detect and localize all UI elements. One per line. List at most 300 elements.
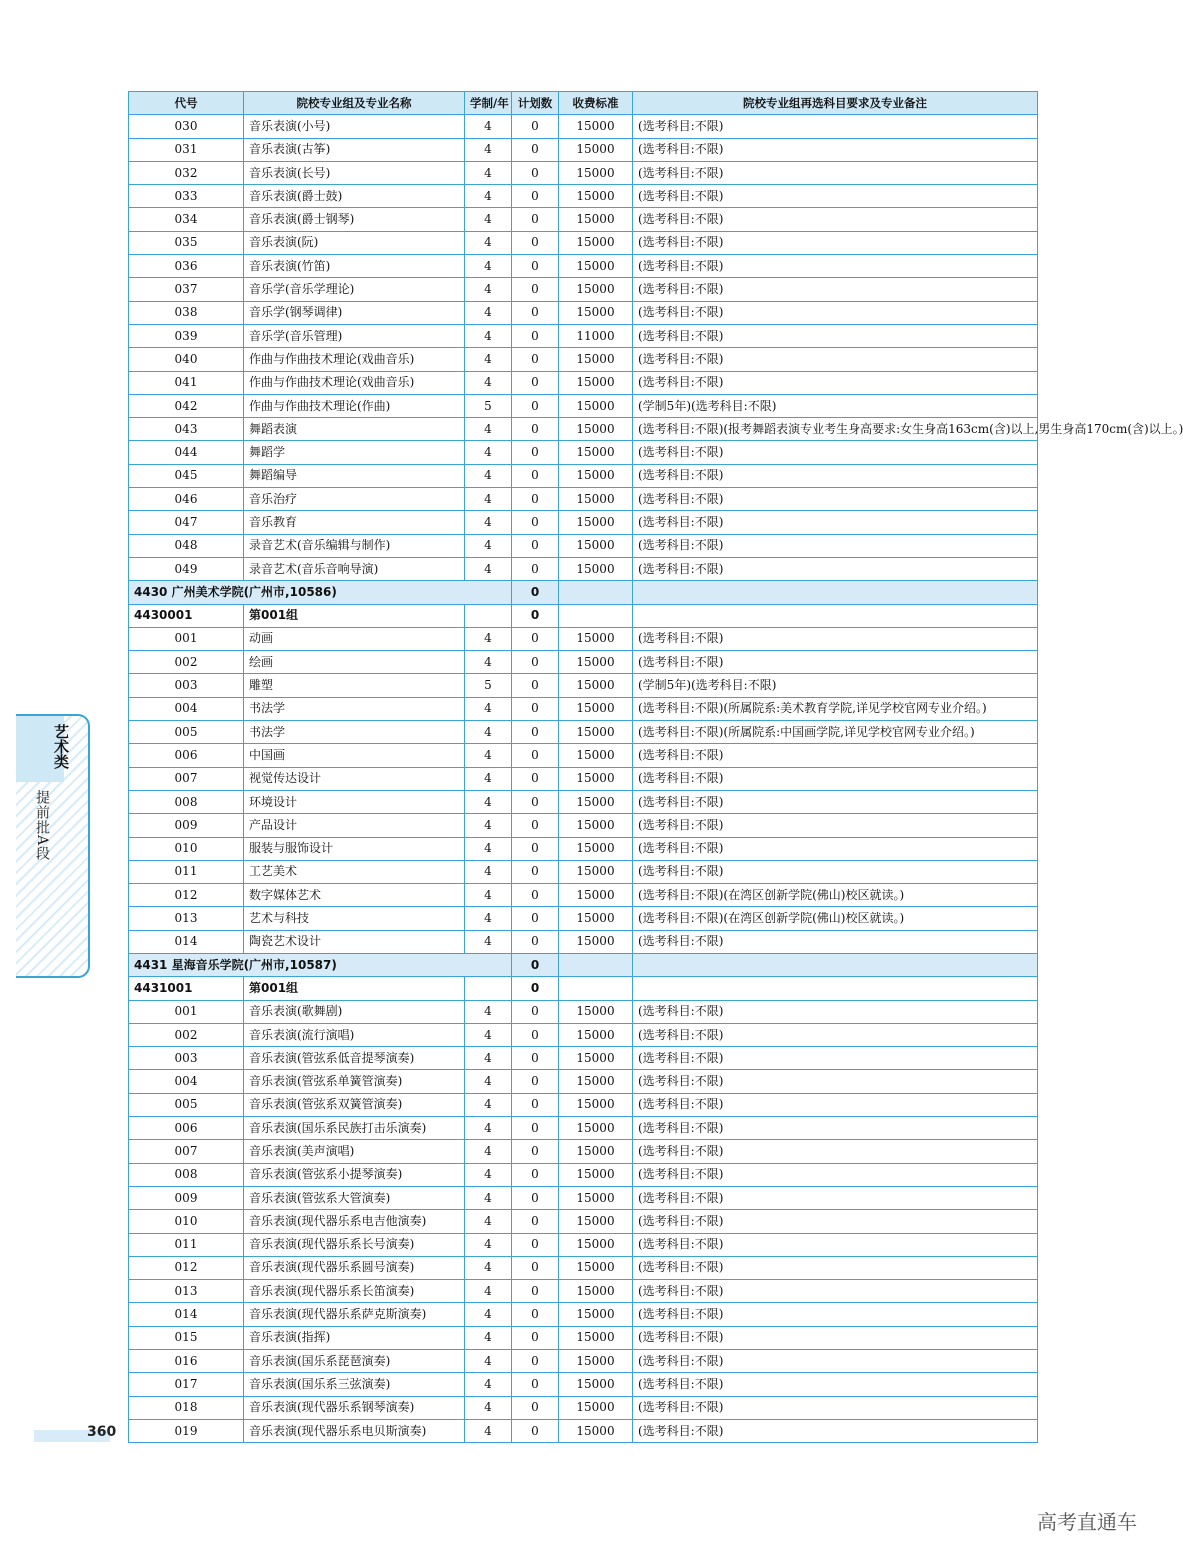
major-row <box>129 301 1038 324</box>
major-row <box>129 930 1038 953</box>
section-side-tab <box>16 714 90 978</box>
major-row <box>129 464 1038 487</box>
major-fee: 15000 <box>559 907 633 930</box>
major-note: (选考科目:不限) <box>633 231 1038 254</box>
major-code: 036 <box>129 255 244 278</box>
major-code: 031 <box>129 138 244 161</box>
major-name: 音乐表演(管弦系单簧管演奏) <box>244 1070 465 1093</box>
major-code: 015 <box>129 1326 244 1349</box>
side-tab-category: 艺术类 <box>52 724 70 769</box>
major-row <box>129 1000 1038 1023</box>
major-row <box>129 488 1038 511</box>
major-years: 4 <box>465 1140 512 1163</box>
school-label: 4430 广州美术学院(广州市,10586) <box>129 581 512 604</box>
group-note-empty <box>633 604 1038 627</box>
major-years: 4 <box>465 1023 512 1046</box>
major-name: 音乐表演(现代器乐系电贝斯演奏) <box>244 1419 465 1442</box>
school-row <box>129 953 1038 976</box>
major-note: (选考科目:不限) <box>633 1186 1038 1209</box>
major-years: 4 <box>465 697 512 720</box>
major-fee: 15000 <box>559 1117 633 1140</box>
major-plan: 0 <box>512 1117 559 1140</box>
major-fee: 15000 <box>559 557 633 580</box>
major-fee: 15000 <box>559 1303 633 1326</box>
major-row <box>129 557 1038 580</box>
major-note: (选考科目:不限)(报考舞蹈表演专业考生身高要求:女生身高163cm(含)以上,男生身高170cm(含)以上。) <box>633 418 1038 441</box>
major-code: 014 <box>129 930 244 953</box>
major-years: 4 <box>465 371 512 394</box>
major-fee: 15000 <box>559 884 633 907</box>
major-plan: 0 <box>512 837 559 860</box>
major-code: 007 <box>129 1140 244 1163</box>
major-fee: 15000 <box>559 1000 633 1023</box>
major-row <box>129 1210 1038 1233</box>
major-row <box>129 1093 1038 1116</box>
major-fee: 15000 <box>559 1233 633 1256</box>
major-fee: 15000 <box>559 511 633 534</box>
major-name: 音乐表演(国乐系琵琶演奏) <box>244 1350 465 1373</box>
major-note: (选考科目:不限) <box>633 348 1038 371</box>
major-name: 作曲与作曲技术理论(戏曲音乐) <box>244 371 465 394</box>
major-code: 035 <box>129 231 244 254</box>
major-note: (选考科目:不限) <box>633 627 1038 650</box>
major-plan: 0 <box>512 1000 559 1023</box>
major-code: 008 <box>129 1163 244 1186</box>
major-code: 011 <box>129 1233 244 1256</box>
major-code: 001 <box>129 1000 244 1023</box>
major-name: 作曲与作曲技术理论(戏曲音乐) <box>244 348 465 371</box>
major-code: 047 <box>129 511 244 534</box>
major-row <box>129 767 1038 790</box>
group-years-empty <box>465 977 512 1000</box>
major-plan: 0 <box>512 1373 559 1396</box>
major-plan: 0 <box>512 534 559 557</box>
major-fee: 15000 <box>559 1396 633 1419</box>
school-row <box>129 581 1038 604</box>
major-row <box>129 814 1038 837</box>
major-row <box>129 744 1038 767</box>
major-row <box>129 418 1038 441</box>
major-row <box>129 1419 1038 1442</box>
major-years: 4 <box>465 1280 512 1303</box>
major-row <box>129 348 1038 371</box>
major-name: 音乐表演(流行演唱) <box>244 1023 465 1046</box>
major-plan: 0 <box>512 1280 559 1303</box>
major-years: 4 <box>465 1396 512 1419</box>
major-years: 4 <box>465 744 512 767</box>
major-plan: 0 <box>512 674 559 697</box>
major-code: 034 <box>129 208 244 231</box>
major-code: 004 <box>129 697 244 720</box>
major-years: 4 <box>465 348 512 371</box>
major-row <box>129 371 1038 394</box>
major-years: 4 <box>465 1047 512 1070</box>
major-plan: 0 <box>512 930 559 953</box>
major-plan: 0 <box>512 348 559 371</box>
major-name: 数字媒体艺术 <box>244 884 465 907</box>
major-years: 4 <box>465 1070 512 1093</box>
major-code: 018 <box>129 1396 244 1419</box>
major-plan: 0 <box>512 1186 559 1209</box>
major-name: 音乐表演(爵士鼓) <box>244 185 465 208</box>
major-name: 中国画 <box>244 744 465 767</box>
major-plan: 0 <box>512 557 559 580</box>
major-fee: 15000 <box>559 790 633 813</box>
major-fee: 15000 <box>559 627 633 650</box>
major-plan: 0 <box>512 1140 559 1163</box>
major-name: 艺术与科技 <box>244 907 465 930</box>
major-code: 046 <box>129 488 244 511</box>
major-fee: 15000 <box>559 1070 633 1093</box>
major-row <box>129 1023 1038 1046</box>
major-years: 4 <box>465 185 512 208</box>
major-name: 音乐表演(现代器乐系圆号演奏) <box>244 1256 465 1279</box>
major-years: 4 <box>465 301 512 324</box>
group-code: 4431001 <box>129 977 244 1000</box>
major-code: 038 <box>129 301 244 324</box>
major-note: (选考科目:不限) <box>633 837 1038 860</box>
major-plan: 0 <box>512 161 559 184</box>
major-fee: 15000 <box>559 371 633 394</box>
major-code: 044 <box>129 441 244 464</box>
major-note: (选考科目:不限) <box>633 371 1038 394</box>
table-header-row <box>129 92 1038 115</box>
major-fee: 15000 <box>559 930 633 953</box>
major-name: 陶瓷艺术设计 <box>244 930 465 953</box>
major-row <box>129 1280 1038 1303</box>
major-code: 043 <box>129 418 244 441</box>
major-code: 005 <box>129 1093 244 1116</box>
major-code: 002 <box>129 651 244 674</box>
col-header-plan: 计划数 <box>512 92 559 115</box>
major-fee: 15000 <box>559 1326 633 1349</box>
side-tab-subcategory: 提前批A段 <box>34 790 50 862</box>
major-name: 音乐表演(管弦系大管演奏) <box>244 1186 465 1209</box>
major-note: (选考科目:不限)(所属院系:美术教育学院,详见学校官网专业介绍。) <box>633 697 1038 720</box>
major-fee: 15000 <box>559 115 633 138</box>
major-years: 4 <box>465 1350 512 1373</box>
major-plan: 0 <box>512 744 559 767</box>
major-fee: 15000 <box>559 1419 633 1442</box>
major-code: 048 <box>129 534 244 557</box>
major-name: 音乐表演(小号) <box>244 115 465 138</box>
major-fee: 15000 <box>559 1373 633 1396</box>
major-note: (选考科目:不限) <box>633 185 1038 208</box>
major-fee: 15000 <box>559 161 633 184</box>
major-row <box>129 1350 1038 1373</box>
major-fee: 15000 <box>559 1210 633 1233</box>
major-fee: 15000 <box>559 348 633 371</box>
major-row <box>129 627 1038 650</box>
major-fee: 15000 <box>559 441 633 464</box>
major-note: (选考科目:不限) <box>633 115 1038 138</box>
major-row <box>129 231 1038 254</box>
major-name: 音乐表演(现代器乐系电吉他演奏) <box>244 1210 465 1233</box>
major-name: 音乐表演(国乐系三弦演奏) <box>244 1373 465 1396</box>
major-name: 音乐治疗 <box>244 488 465 511</box>
group-row <box>129 604 1038 627</box>
major-name: 音乐表演(管弦系小提琴演奏) <box>244 1163 465 1186</box>
major-note: (选考科目:不限) <box>633 1280 1038 1303</box>
major-years: 4 <box>465 721 512 744</box>
major-row <box>129 860 1038 883</box>
major-fee: 15000 <box>559 721 633 744</box>
major-code: 019 <box>129 1419 244 1442</box>
group-name: 第001组 <box>244 977 465 1000</box>
major-note: (选考科目:不限)(在湾区创新学院(佛山)校区就读。) <box>633 884 1038 907</box>
major-code: 007 <box>129 767 244 790</box>
major-note: (选考科目:不限) <box>633 138 1038 161</box>
major-code: 009 <box>129 814 244 837</box>
major-years: 4 <box>465 627 512 650</box>
major-name: 音乐表演(管弦系双簧管演奏) <box>244 1093 465 1116</box>
group-code: 4430001 <box>129 604 244 627</box>
major-plan: 0 <box>512 324 559 347</box>
major-plan: 0 <box>512 697 559 720</box>
major-row <box>129 1140 1038 1163</box>
major-note: (选考科目:不限) <box>633 255 1038 278</box>
major-plan: 0 <box>512 488 559 511</box>
major-fee: 15000 <box>559 767 633 790</box>
major-note: (学制5年)(选考科目:不限) <box>633 674 1038 697</box>
major-note: (学制5年)(选考科目:不限) <box>633 394 1038 417</box>
major-years: 4 <box>465 488 512 511</box>
major-fee: 15000 <box>559 301 633 324</box>
major-fee: 15000 <box>559 255 633 278</box>
watermark-text: 高考直通车 <box>1037 1510 1137 1534</box>
major-fee: 15000 <box>559 1140 633 1163</box>
major-code: 037 <box>129 278 244 301</box>
major-row <box>129 185 1038 208</box>
major-note: (选考科目:不限) <box>633 278 1038 301</box>
major-plan: 0 <box>512 1233 559 1256</box>
major-years: 4 <box>465 1326 512 1349</box>
major-code: 010 <box>129 837 244 860</box>
major-name: 音乐学(音乐管理) <box>244 324 465 347</box>
major-row <box>129 161 1038 184</box>
major-fee: 15000 <box>559 534 633 557</box>
major-years: 4 <box>465 1117 512 1140</box>
group-row <box>129 977 1038 1000</box>
major-name: 音乐表演(歌舞剧) <box>244 1000 465 1023</box>
major-name: 音乐表演(爵士钢琴) <box>244 208 465 231</box>
major-years: 5 <box>465 674 512 697</box>
table-body <box>129 115 1183 1443</box>
major-years: 4 <box>465 138 512 161</box>
major-note: (选考科目:不限) <box>633 1303 1038 1326</box>
major-years: 4 <box>465 1256 512 1279</box>
major-row <box>129 1047 1038 1070</box>
major-note: (选考科目:不限) <box>633 1326 1038 1349</box>
major-code: 049 <box>129 557 244 580</box>
major-note: (选考科目:不限) <box>633 1210 1038 1233</box>
major-name: 舞蹈编导 <box>244 464 465 487</box>
major-code: 002 <box>129 1023 244 1046</box>
major-plan: 0 <box>512 907 559 930</box>
major-plan: 0 <box>512 1047 559 1070</box>
major-fee: 15000 <box>559 837 633 860</box>
major-row <box>129 697 1038 720</box>
major-plan: 0 <box>512 418 559 441</box>
major-plan: 0 <box>512 208 559 231</box>
major-years: 4 <box>465 1093 512 1116</box>
school-fee-empty <box>559 581 633 604</box>
group-fee-empty <box>559 977 633 1000</box>
major-fee: 15000 <box>559 860 633 883</box>
major-name: 雕塑 <box>244 674 465 697</box>
major-code: 010 <box>129 1210 244 1233</box>
major-years: 4 <box>465 860 512 883</box>
col-header-code: 代号 <box>129 92 244 115</box>
major-note: (选考科目:不限) <box>633 1140 1038 1163</box>
major-note: (选考科目:不限) <box>633 161 1038 184</box>
major-years: 4 <box>465 557 512 580</box>
major-plan: 0 <box>512 278 559 301</box>
major-years: 5 <box>465 394 512 417</box>
major-note: (选考科目:不限) <box>633 488 1038 511</box>
major-fee: 15000 <box>559 744 633 767</box>
major-row <box>129 1186 1038 1209</box>
major-code: 004 <box>129 1070 244 1093</box>
major-plan: 0 <box>512 627 559 650</box>
page-number: 360 <box>87 1424 117 1440</box>
major-plan: 0 <box>512 394 559 417</box>
major-plan: 0 <box>512 231 559 254</box>
major-row <box>129 1326 1038 1349</box>
major-plan: 0 <box>512 1093 559 1116</box>
major-note: (选考科目:不限) <box>633 534 1038 557</box>
school-label: 4431 星海音乐学院(广州市,10587) <box>129 953 512 976</box>
major-note: (选考科目:不限)(在湾区创新学院(佛山)校区就读。) <box>633 907 1038 930</box>
major-note: (选考科目:不限) <box>633 814 1038 837</box>
major-plan: 0 <box>512 721 559 744</box>
major-name: 视觉传达设计 <box>244 767 465 790</box>
major-row <box>129 441 1038 464</box>
col-header-name: 院校专业组及专业名称 <box>244 92 465 115</box>
major-years: 4 <box>465 790 512 813</box>
major-note: (选考科目:不限) <box>633 790 1038 813</box>
group-plan: 0 <box>512 977 559 1000</box>
major-row <box>129 790 1038 813</box>
major-years: 4 <box>465 115 512 138</box>
major-years: 4 <box>465 814 512 837</box>
major-row <box>129 324 1038 347</box>
major-years: 4 <box>465 1186 512 1209</box>
major-plan: 0 <box>512 1303 559 1326</box>
major-plan: 0 <box>512 1419 559 1442</box>
group-fee-empty <box>559 604 633 627</box>
major-note: (选考科目:不限) <box>633 1373 1038 1396</box>
major-fee: 15000 <box>559 464 633 487</box>
major-row <box>129 511 1038 534</box>
major-fee: 15000 <box>559 1047 633 1070</box>
major-fee: 15000 <box>559 697 633 720</box>
major-code: 014 <box>129 1303 244 1326</box>
major-plan: 0 <box>512 138 559 161</box>
major-code: 013 <box>129 1280 244 1303</box>
group-name: 第001组 <box>244 604 465 627</box>
admission-plan-table <box>128 91 1183 1443</box>
major-row <box>129 907 1038 930</box>
major-name: 音乐表演(竹笛) <box>244 255 465 278</box>
major-years: 4 <box>465 767 512 790</box>
major-fee: 15000 <box>559 1280 633 1303</box>
major-name: 音乐表演(国乐系民族打击乐演奏) <box>244 1117 465 1140</box>
major-row <box>129 721 1038 744</box>
major-code: 016 <box>129 1350 244 1373</box>
major-name: 音乐表演(长号) <box>244 161 465 184</box>
major-fee: 15000 <box>559 394 633 417</box>
major-name: 音乐表演(美声演唱) <box>244 1140 465 1163</box>
major-note: (选考科目:不限) <box>633 324 1038 347</box>
major-years: 4 <box>465 418 512 441</box>
major-years: 4 <box>465 1303 512 1326</box>
major-row <box>129 1256 1038 1279</box>
major-note: (选考科目:不限) <box>633 208 1038 231</box>
major-name: 音乐表演(管弦系低音提琴演奏) <box>244 1047 465 1070</box>
major-note: (选考科目:不限) <box>633 1093 1038 1116</box>
major-fee: 15000 <box>559 231 633 254</box>
major-code: 006 <box>129 1117 244 1140</box>
major-name: 作曲与作曲技术理论(作曲) <box>244 394 465 417</box>
major-plan: 0 <box>512 884 559 907</box>
major-code: 008 <box>129 790 244 813</box>
major-name: 音乐学(钢琴调律) <box>244 301 465 324</box>
major-note: (选考科目:不限) <box>633 1117 1038 1140</box>
major-years: 4 <box>465 1373 512 1396</box>
col-header-fee: 收费标准 <box>559 92 633 115</box>
major-name: 绘画 <box>244 651 465 674</box>
major-years: 4 <box>465 208 512 231</box>
major-fee: 15000 <box>559 1186 633 1209</box>
major-plan: 0 <box>512 1326 559 1349</box>
major-name: 环境设计 <box>244 790 465 813</box>
major-fee: 15000 <box>559 278 633 301</box>
major-row <box>129 1117 1038 1140</box>
major-name: 音乐表演(现代器乐系长号演奏) <box>244 1233 465 1256</box>
major-note: (选考科目:不限) <box>633 1350 1038 1373</box>
major-plan: 0 <box>512 1256 559 1279</box>
major-years: 4 <box>465 1210 512 1233</box>
major-note: (选考科目:不限) <box>633 744 1038 767</box>
major-plan: 0 <box>512 1396 559 1419</box>
major-code: 013 <box>129 907 244 930</box>
major-name: 音乐表演(古筝) <box>244 138 465 161</box>
major-note: (选考科目:不限) <box>633 1023 1038 1046</box>
major-note: (选考科目:不限) <box>633 1000 1038 1023</box>
major-note: (选考科目:不限) <box>633 557 1038 580</box>
major-plan: 0 <box>512 1163 559 1186</box>
major-name: 书法学 <box>244 721 465 744</box>
major-plan: 0 <box>512 790 559 813</box>
major-code: 032 <box>129 161 244 184</box>
major-name: 录音艺术(音乐编辑与制作) <box>244 534 465 557</box>
major-code: 012 <box>129 1256 244 1279</box>
major-code: 045 <box>129 464 244 487</box>
major-name: 音乐教育 <box>244 511 465 534</box>
major-name: 产品设计 <box>244 814 465 837</box>
major-row <box>129 1070 1038 1093</box>
major-name: 音乐表演(现代器乐系萨克斯演奏) <box>244 1303 465 1326</box>
major-note: (选考科目:不限) <box>633 767 1038 790</box>
major-code: 017 <box>129 1373 244 1396</box>
major-fee: 15000 <box>559 1163 633 1186</box>
school-note-empty <box>633 953 1038 976</box>
group-years-empty <box>465 604 512 627</box>
major-row <box>129 1396 1038 1419</box>
major-fee: 15000 <box>559 488 633 511</box>
major-fee: 15000 <box>559 1350 633 1373</box>
